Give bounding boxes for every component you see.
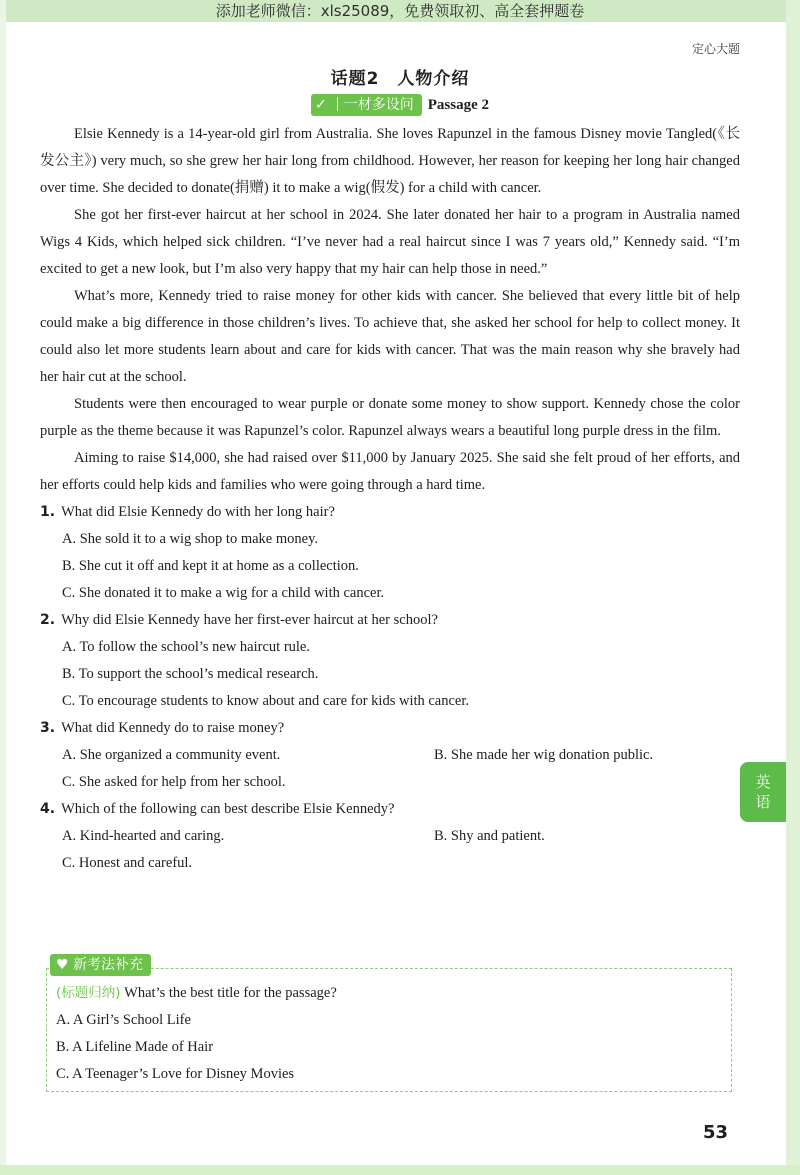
option-row	[40, 742, 740, 769]
question-text: What’s the best title for the passage?	[124, 985, 337, 1001]
answer-option: C. Honest and careful.	[62, 855, 193, 871]
side-tab-char: 语	[755, 793, 771, 811]
paragraph-4: Students were then encouraged to wear purple or donate some money to show support. Kennedy chose the color purple as the theme because it was Rapunzel’s color. Rapunzel always wears a beautiful long purple dress in the film.	[40, 396, 740, 439]
left-frame-band	[0, 0, 6, 1175]
question-text: What did Elsie Kennedy do with her long hair?	[61, 504, 335, 520]
question-number: 2.	[40, 612, 56, 628]
answer-option: A. Kind-hearted and caring.	[62, 828, 225, 844]
question-2	[40, 607, 740, 634]
paragraph-1: Elsie Kennedy is a 14-year-old girl from Australia. She loves Rapunzel in the famous Disney movie Tangled(《长发公主》) very much, so she grew her hair long from childhood. However, her reason for keeping her long hair changed over time. She decided to donate(捐赠) it to make a wig(假发) for a child with cancer.	[40, 126, 740, 196]
passage-label: Passage 2	[427, 96, 489, 113]
extra-tag	[50, 954, 151, 976]
answer-option: C. She donated it to make a wig for a child with cancer.	[62, 585, 385, 601]
passage-content	[40, 121, 740, 877]
answer-option: C. To encourage students to know about and care for kids with cancer.	[62, 693, 470, 709]
option-row	[40, 823, 740, 850]
question-4	[40, 796, 740, 823]
answer-option: A. She sold it to a wig shop to make money.	[62, 531, 319, 547]
question-number: 4.	[40, 801, 56, 817]
question-1	[40, 499, 740, 526]
tag-divider	[337, 97, 338, 111]
answer-option: B. Shy and patient.	[434, 828, 545, 844]
extra-tag-label: 新考法补充	[73, 957, 144, 973]
question-number: 1.	[40, 504, 56, 520]
paragraph-3: What’s more, Kennedy tried to raise money for other kids with cancer. She believed that every little bit of help could make a big difference in those children’s lives. To achieve that, she asked her school for help to collect money. It could also let more students learn about and care for kids with cancer. That was the main reason why she bravely had her hair cut at the school.	[40, 288, 740, 385]
check-icon: ✓	[315, 97, 327, 113]
bottom-frame-band	[0, 1165, 800, 1175]
paragraph-5: Aiming to raise $14,000, she had raised over $11,000 by January 2025. She said she felt proud of her efforts, and her efforts could help kids and families who were going through a hard time.	[40, 450, 740, 493]
answer-option: C. A Teenager’s Love for Disney Movies	[56, 1066, 295, 1082]
passage-tag	[311, 94, 422, 116]
question-3	[40, 715, 740, 742]
lightbulb-icon: ♥	[56, 957, 74, 973]
answer-option: C. She asked for help from her school.	[62, 774, 286, 790]
right-frame-band	[786, 0, 800, 1175]
answer-option: B. She made her wig donation public.	[434, 747, 654, 763]
answer-option: B. To support the school’s medical research.	[62, 666, 319, 682]
question-type-label: (标题归纳)	[56, 985, 121, 1001]
paragraph-2: She got her first-ever haircut at her school in 2024. She later donated her hair to a program in Australia named Wigs 4 Kids, which helped sick children. “I’ve never had a real haircut since I was 7 years old,” Kennedy said. “I’m excited to get a new look, but I’m also very happy that my hair can help those in need.”	[40, 207, 740, 277]
subject-side-tab	[740, 762, 786, 822]
answer-option: A. To follow the school’s new haircut rule.	[62, 639, 310, 655]
side-tab-char: 英	[755, 773, 771, 791]
question-text: Which of the following can best describe Elsie Kennedy?	[61, 801, 395, 817]
question-number: 3.	[40, 720, 56, 736]
answer-option: A. A Girl’s School Life	[56, 1012, 191, 1028]
extra-question	[56, 980, 716, 1007]
page-number: 53	[702, 1122, 728, 1143]
question-text: Why did Elsie Kennedy have her first-ever haircut at her school?	[61, 612, 438, 628]
extra-question-content	[56, 980, 716, 1088]
answer-option: A. She organized a community event.	[62, 747, 281, 763]
answer-option: B. She cut it off and kept it at home as a collection.	[62, 558, 359, 574]
question-text: What did Kennedy do to raise money?	[61, 720, 285, 736]
section-header-label: 定心大题	[691, 42, 740, 56]
topic-title: 话题2 人物介绍	[330, 69, 470, 89]
watermark-text: 添加老师微信：xls25089，免费领取初、高全套押题卷	[215, 2, 585, 20]
passage-heading	[0, 94, 800, 116]
answer-option: B. A Lifeline Made of Hair	[56, 1039, 214, 1055]
passage-tag-label: 一材多设问	[343, 97, 414, 113]
